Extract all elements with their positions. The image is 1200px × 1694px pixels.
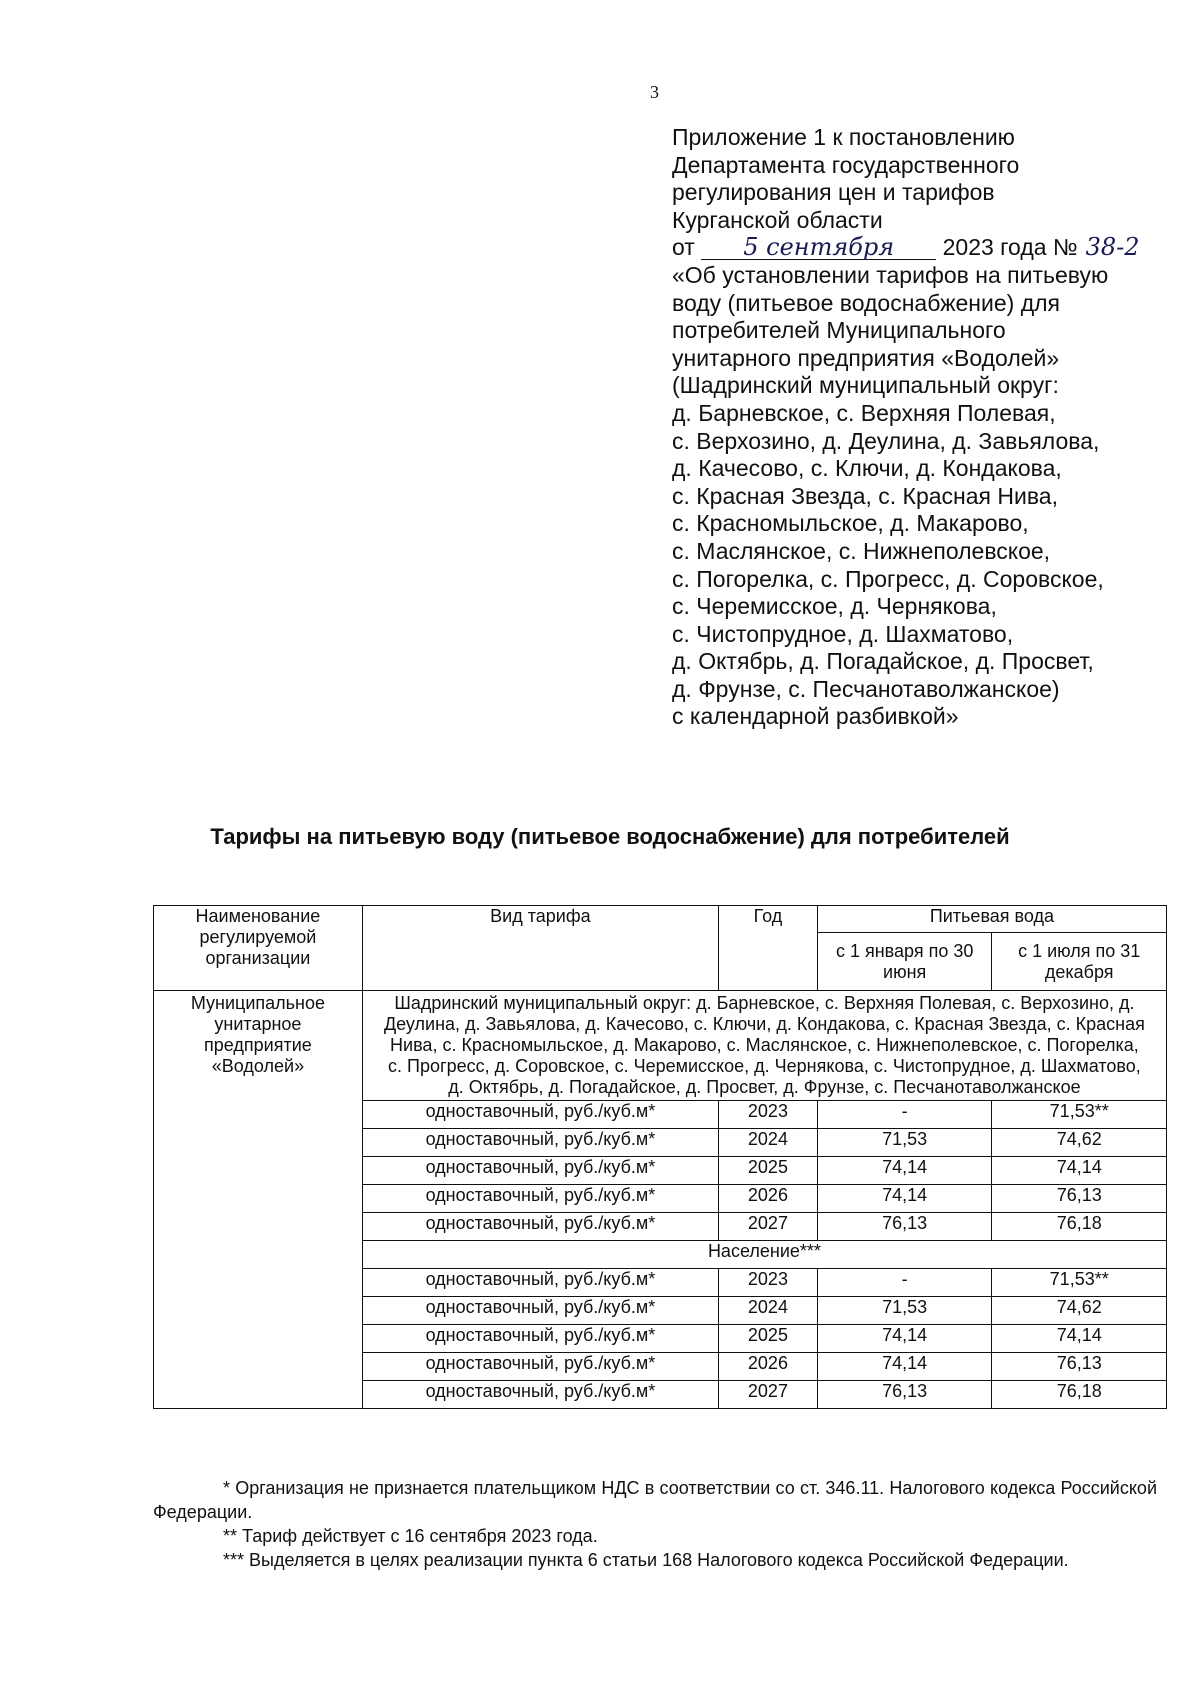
territory-row: [154, 991, 1167, 1101]
tariff-period-1: 74,14: [817, 1325, 992, 1353]
header-year: Год: [719, 906, 818, 991]
annex-line: с. Красномыльское, д. Макарово,: [672, 510, 1029, 537]
annex-header: [672, 124, 1172, 731]
tariff-period-1: 74,14: [817, 1157, 992, 1185]
handwritten-date: 5 сентября: [701, 235, 936, 260]
tariff-period-1: 71,53: [817, 1129, 992, 1157]
annex-line: с. Черемисское, д. Чернякова,: [672, 593, 997, 620]
annex-line: потребителей Муниципального: [672, 317, 1006, 344]
tariff-period-1: -: [817, 1269, 992, 1297]
tariff-period-1: -: [817, 1101, 992, 1129]
tariff-period-2: 71,53**: [992, 1101, 1167, 1129]
tariff-period-2: 76,18: [992, 1213, 1167, 1241]
annex-line: с. Погорелка, с. Прогресс, д. Соровское,: [672, 565, 1104, 592]
tariff-type: одноставочный, руб./куб.м*: [362, 1269, 718, 1297]
annex-line: с. Маслянское, с. Нижнеполевское,: [672, 537, 1051, 564]
annex-line: д. Фрунзе, с. Песчанотаволжанское): [672, 675, 1060, 702]
table-header-row: [154, 906, 1167, 933]
tariff-year: 2023: [719, 1101, 818, 1129]
footnotes: [153, 1476, 1157, 1572]
tariff-year: 2026: [719, 1353, 818, 1381]
tariff-year: 2026: [719, 1185, 818, 1213]
tariff-period-2: 76,18: [992, 1381, 1167, 1409]
tariff-year: 2025: [719, 1325, 818, 1353]
annex-line: «Об установлении тарифов на питьевую: [672, 261, 1109, 288]
header-period-1: с 1 января по 30 июня: [817, 933, 992, 991]
tariff-period-2: 74,62: [992, 1129, 1167, 1157]
annex-line: Приложение 1 к постановлению: [672, 124, 1015, 150]
page-number: 3: [650, 82, 659, 102]
tariff-year: 2025: [719, 1157, 818, 1185]
annex-line: с. Чистопрудное, д. Шахматово,: [672, 620, 1014, 647]
tariff-period-2: 74,14: [992, 1157, 1167, 1185]
annex-line: д. Октябрь, д. Погадайское, д. Просвет,: [672, 648, 1094, 675]
tariff-year: 2027: [719, 1213, 818, 1241]
tariff-year: 2023: [719, 1269, 818, 1297]
annex-line: д. Барневское, с. Верхняя Полевая,: [672, 399, 1056, 426]
tariff-type: одноставочный, руб./куб.м*: [362, 1353, 718, 1381]
tariff-period-2: 76,13: [992, 1185, 1167, 1213]
header-tariff-type: Вид тарифа: [362, 906, 718, 991]
tariff-type: одноставочный, руб./куб.м*: [362, 1185, 718, 1213]
population-label: Население***: [362, 1241, 1166, 1269]
annex-line: д. Качесово, с. Ключи, д. Кондакова,: [672, 455, 1062, 482]
date-prefix: от: [672, 234, 695, 261]
tariff-period-2: 74,14: [992, 1325, 1167, 1353]
tariff-type: одноставочный, руб./куб.м*: [362, 1381, 718, 1409]
annex-line: регулирования цен и тарифов: [672, 179, 995, 206]
tariff-period-2: 74,62: [992, 1297, 1167, 1325]
table-title: Тарифы на питьевую воду (питьевое водоснабжение) для потребителей: [210, 824, 1010, 849]
tariff-period-1: 74,14: [817, 1353, 992, 1381]
tariff-year: 2024: [719, 1129, 818, 1157]
annex-line: (Шадринский муниципальный округ:: [672, 372, 1059, 399]
annex-line: Курганской области: [672, 206, 883, 233]
tariff-period-1: 76,13: [817, 1381, 992, 1409]
organization-name: Муниципальное унитарное предприятие «Водолей»: [154, 991, 363, 1409]
tariff-year: 2027: [719, 1381, 818, 1409]
tariff-year: 2024: [719, 1297, 818, 1325]
footnote-population: *** Выделяется в целях реализации пункта 6 статьи 168 Налогового кодекса Российской Федерации.: [223, 1550, 1069, 1570]
tariff-period-1: 76,13: [817, 1213, 992, 1241]
tariff-period-1: 74,14: [817, 1185, 992, 1213]
annex-line: унитарного предприятия «Водолей»: [672, 344, 1060, 371]
tariff-type: одноставочный, руб./куб.м*: [362, 1101, 718, 1129]
tariff-type: одноставочный, руб./куб.м*: [362, 1129, 718, 1157]
annex-line: воду (питьевое водоснабжение) для: [672, 289, 1060, 316]
tariff-type: одноставочный, руб./куб.м*: [362, 1325, 718, 1353]
tariff-period-2: 71,53**: [992, 1269, 1167, 1297]
footnote-vat: * Организация не признается плательщиком НДС в соответствии со ст. 346.11. Налогового кодекса Российской Федерации.: [153, 1478, 1157, 1522]
annex-line: с календарной разбивкой»: [672, 703, 959, 730]
tariff-period-1: 71,53: [817, 1297, 992, 1325]
tariff-type: одноставочный, руб./куб.м*: [362, 1297, 718, 1325]
territory-list: Шадринский муниципальный округ: д. Барневское, с. Верхняя Полевая, с. Верхозино, д. Деулина, д. Завьялова, д. Качесово, с. Ключи, д. Кондакова, с. Красная Звезда, с. Красная Нива, с. Красномыльское, д. Макарово, с. Маслянское, с. Нижнеполевское, с. Погорелка, с. Прогресс, д. Соровское, с. Черемисское, д. Чернякова, с. Чистопрудное, д. Шахматово, д. Октябрь, д. Погадайское, д. Просвет, д. Фрунзе, с. Песчанотаволжанское: [362, 991, 1166, 1101]
annex-line: с. Верхозино, д. Деулина, д. Завьялова,: [672, 427, 1100, 454]
decree-year: 2023 года №: [942, 234, 1078, 261]
footnote-effective-date: ** Тариф действует с 16 сентября 2023 года.: [223, 1526, 598, 1546]
tariffs-table: [153, 905, 1167, 1409]
header-organization: Наименование регулируемой организации: [154, 906, 363, 991]
decree-date-line: [672, 234, 1172, 262]
annex-line: Департамента государственного: [672, 151, 1020, 178]
tariff-type: одноставочный, руб./куб.м*: [362, 1213, 718, 1241]
tariff-type: одноставочный, руб./куб.м*: [362, 1157, 718, 1185]
annex-line: с. Красная Звезда, с. Красная Нива,: [672, 482, 1058, 509]
handwritten-number: 38-2: [1085, 233, 1140, 262]
header-drinking-water: Питьевая вода: [817, 906, 1166, 933]
header-period-2: с 1 июля по 31 декабря: [992, 933, 1167, 991]
tariff-period-2: 76,13: [992, 1353, 1167, 1381]
